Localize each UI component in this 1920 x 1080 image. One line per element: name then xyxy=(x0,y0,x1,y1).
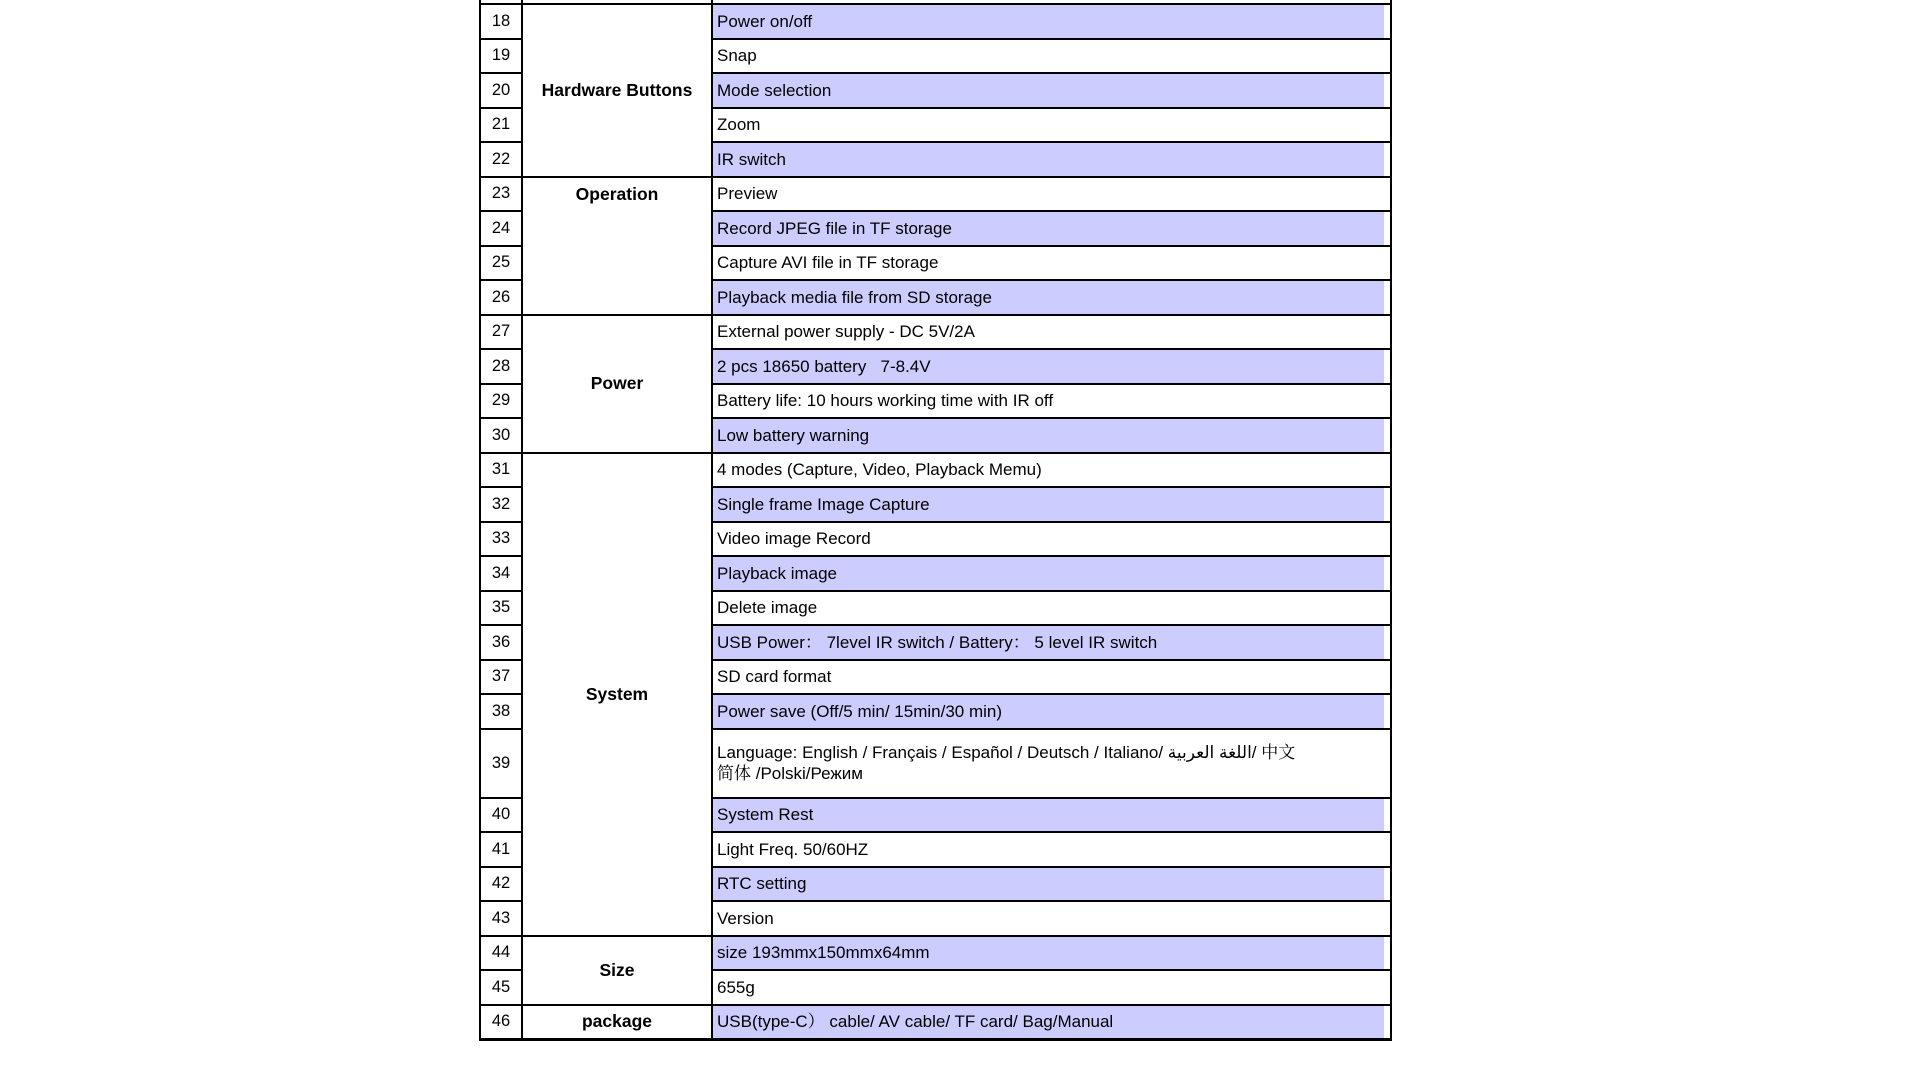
row-number-cell: 19 xyxy=(480,39,522,74)
description-text: Single frame Image Capture xyxy=(717,494,930,514)
highlight-bar xyxy=(713,661,1384,694)
row-number-cell: 25 xyxy=(480,246,522,281)
highlight-bar xyxy=(713,626,1384,659)
row-number-cell: 39 xyxy=(480,729,522,798)
description-cell xyxy=(712,591,1391,626)
spec-table-body xyxy=(480,0,1391,1039)
highlight-bar xyxy=(713,902,1384,935)
description-text: Playback media file from SD storage xyxy=(717,287,992,307)
description-cell xyxy=(712,349,1391,384)
highlight-bar xyxy=(713,937,1384,970)
row-number-cell: 37 xyxy=(480,660,522,695)
row-number-cell: 30 xyxy=(480,418,522,453)
description-text: Delete image xyxy=(717,598,818,618)
row-number-cell: 35 xyxy=(480,591,522,626)
highlight-bar xyxy=(713,40,1384,73)
table-row xyxy=(480,453,1391,488)
row-number-cell: 32 xyxy=(480,487,522,522)
category-cell: Hardware Buttons xyxy=(522,4,712,177)
highlight-bar xyxy=(713,971,1384,1004)
description-text: 简体 /Polski/Режим xyxy=(717,764,863,783)
description-cell xyxy=(712,384,1391,419)
highlight-bar xyxy=(713,316,1384,349)
description-text: Snap xyxy=(717,46,757,66)
description-text: 655g xyxy=(717,977,755,997)
table-row xyxy=(480,936,1391,971)
description-text: Playback image xyxy=(717,563,838,583)
row-number-cell: 43 xyxy=(480,901,522,936)
row-number-cell: 45 xyxy=(480,970,522,1005)
description-cell xyxy=(712,246,1391,281)
row-number-cell: 28 xyxy=(480,349,522,384)
table-row xyxy=(480,177,1391,212)
description-text: System Rest xyxy=(717,805,814,825)
highlight-bar xyxy=(713,730,1384,797)
row-number-cell: 42 xyxy=(480,867,522,902)
row-number-cell: 33 xyxy=(480,522,522,557)
row-number-cell: 44 xyxy=(480,936,522,971)
description-text: USB(type-C） cable/ AV cable/ TF card/ Bag/Manual xyxy=(717,1012,1114,1031)
description-cell xyxy=(712,177,1391,212)
description-text: Light Freq. 50/60HZ xyxy=(717,839,869,859)
category-cell: Size xyxy=(522,936,712,1005)
row-number-cell: 20 xyxy=(480,73,522,108)
description-text: Low battery warning xyxy=(717,425,870,445)
description-text: RTC setting xyxy=(717,874,807,894)
description-text: 2 pcs 18650 battery 7-8.4V xyxy=(717,356,931,376)
row-number-cell: 23 xyxy=(480,177,522,212)
category-cell: Power xyxy=(522,315,712,453)
row-number-cell: 38 xyxy=(480,694,522,729)
category-cell: package xyxy=(522,1005,712,1040)
description-cell xyxy=(712,453,1391,488)
row-number-cell: 22 xyxy=(480,142,522,177)
category-cell: Operation xyxy=(522,177,712,315)
description-cell xyxy=(712,1005,1391,1040)
table-row xyxy=(480,4,1391,39)
spec-table xyxy=(479,0,1392,1041)
highlight-bar xyxy=(713,281,1384,314)
description-cell xyxy=(712,315,1391,350)
highlight-bar xyxy=(713,109,1384,142)
description-text: Mode selection xyxy=(717,80,832,100)
description-text: Power on/off xyxy=(717,11,813,31)
description-cell xyxy=(712,487,1391,522)
description-cell xyxy=(712,729,1391,798)
description-cell xyxy=(712,211,1391,246)
description-cell xyxy=(712,108,1391,143)
description-text: size 193mmx150mmx64mm xyxy=(717,943,930,963)
highlight-bar xyxy=(713,350,1384,383)
description-cell xyxy=(712,39,1391,74)
highlight-bar xyxy=(713,247,1384,280)
highlight-bar xyxy=(713,1006,1384,1038)
description-text: Zoom xyxy=(717,115,761,135)
description-cell xyxy=(712,867,1391,902)
description-text: Language: English / Français / Español / Deutsch / Italiano/ اللغة العربية/ 中文 xyxy=(717,743,1296,762)
highlight-bar xyxy=(713,592,1384,625)
highlight-bar xyxy=(713,74,1384,107)
row-number-cell: 29 xyxy=(480,384,522,419)
description-text: SD card format xyxy=(717,667,832,687)
highlight-bar xyxy=(713,488,1384,521)
description-text: Version xyxy=(717,908,774,928)
description-text: External power supply - DC 5V/2A xyxy=(717,322,975,342)
highlight-bar xyxy=(713,557,1384,590)
highlight-bar xyxy=(713,868,1384,901)
highlight-bar xyxy=(713,833,1384,866)
highlight-bar xyxy=(713,385,1384,418)
row-number-cell: 34 xyxy=(480,556,522,591)
description-text: 4 modes (Capture, Video, Playback Memu) xyxy=(717,460,1042,480)
highlight-bar xyxy=(713,212,1384,245)
description-cell xyxy=(712,280,1391,315)
description-text: Battery life: 10 hours working time with IR off xyxy=(717,391,1054,411)
highlight-bar xyxy=(713,454,1384,487)
description-text: IR switch xyxy=(717,149,786,169)
description-text: Capture AVI file in TF storage xyxy=(717,253,939,273)
row-number-cell: 31 xyxy=(480,453,522,488)
row-number-cell: 27 xyxy=(480,315,522,350)
highlight-bar xyxy=(713,5,1384,38)
highlight-bar xyxy=(713,799,1384,832)
description-cell xyxy=(712,832,1391,867)
description-cell xyxy=(712,694,1391,729)
table-row xyxy=(480,1005,1391,1040)
description-text: Preview xyxy=(717,184,778,204)
description-cell xyxy=(712,418,1391,453)
table-row xyxy=(480,315,1391,350)
description-cell xyxy=(712,936,1391,971)
highlight-bar xyxy=(713,143,1384,176)
row-number-cell: 41 xyxy=(480,832,522,867)
row-number-cell: 21 xyxy=(480,108,522,143)
highlight-bar xyxy=(713,695,1384,728)
description-text: Power save (Off/5 min/ 15min/30 min) xyxy=(717,701,1003,721)
description-cell xyxy=(712,4,1391,39)
description-cell xyxy=(712,73,1391,108)
description-cell xyxy=(712,522,1391,557)
description-cell xyxy=(712,901,1391,936)
description-cell xyxy=(712,798,1391,833)
row-number-cell: 24 xyxy=(480,211,522,246)
description-cell xyxy=(712,970,1391,1005)
description-cell xyxy=(712,660,1391,695)
description-text: Record JPEG file in TF storage xyxy=(717,218,952,238)
row-number-cell: 36 xyxy=(480,625,522,660)
highlight-bar xyxy=(713,419,1384,452)
row-number-cell: 46 xyxy=(480,1005,522,1040)
highlight-bar xyxy=(713,178,1384,211)
description-cell xyxy=(712,556,1391,591)
description-cell xyxy=(712,142,1391,177)
row-number-cell: 40 xyxy=(480,798,522,833)
description-text: USB Power： 7level IR switch / Battery： 5 level IR switch xyxy=(717,632,1158,652)
highlight-bar xyxy=(713,523,1384,556)
row-number-cell: 18 xyxy=(480,4,522,39)
row-number-cell: 26 xyxy=(480,280,522,315)
category-cell: System xyxy=(522,453,712,936)
description-cell xyxy=(712,625,1391,660)
description-text: Video image Record xyxy=(717,529,871,549)
